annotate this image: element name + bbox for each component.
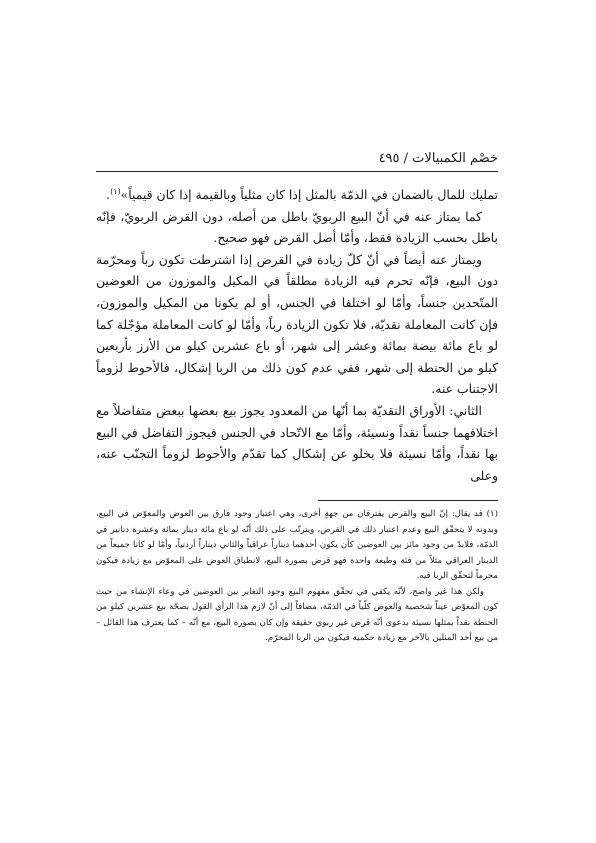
paragraph-1-tail: . bbox=[106, 187, 111, 202]
main-text bbox=[96, 184, 498, 486]
paragraph-3: ويمتاز عنه أيضاً في أنّ كلّ زيادة في القرض إذا اشترطت تكون رباً ومحرّمة دون البيع، فإنّه تحرم فيه الزيادة مطلقاً في المكيل والموزون من العوضين المتّحدين جنساً، وأمّا لو اختلفا في الجنس، أو لم يكونا من المكيل والموزون، فإن كانت المعاملة نقديّة، فلا تكون الزيادة رباً، وأمّا لو كانت المعاملة مؤجّلة كما لو باع مائة بيضة بمائة وعشر إلى شهر، أو باع عشرين كيلو من الأرز بأربعين كيلو من الحنطة إلى شهر، ففي عدم كون ذلك من الربا إشكال، فالأحوط لزوماً الاجتناب عنه. bbox=[96, 251, 498, 397]
paragraph-1 bbox=[96, 184, 498, 206]
footnote-1-continued: ولكن هذا غير واضح، لأنّه يكفي في تحقّق مفهوم البيع وجود التغاير بين العوضين في وعاء الإنشاء من حيث كون المعوّض عيناً شخصية والعوض كلّياً في الذمّة، مضافاً إلى أنّ لازم هذا الرأي القول بصحّة بيع عشرين كيلو من الحنطة نقداً بمثلها نسيئة بدعوى أنّه قرض غير ربوي حقيقة وإن كان بصورة البيع، مع أنّه – كما يعترف هذا القائل – من بيع أحد المثلين بالآخر مع زيادة حكمية فيكون من الربا المحرّم. bbox=[96, 586, 498, 644]
paragraph-1-text: تمليك للمال بالضمان في الذمّة بالمثل إذا كان مثلياً وبالقيمة إذا كان قيمياً» bbox=[120, 187, 498, 202]
footnote-1: (١) قد يقال: إنّ البيع والقرض يفترقان من جهةٍ أخرى، وهي اعتبار وجود فارق بين العوض والمعوّض في البيع، وبدونه لا يتحقّق البيع وعدم اعتبار ذلك في القرض، ويترتّب على ذلك أنّه لو باع مائة دينار بمائة وعشرة دنانير في الذمّة، فلابدّ من وجود مائز بين العوضين كأن يكون أحدهما ديناراً عراقياً والثاني ديناراً أردنياً، وأمّا لو كانا جميعاً من الدينار العراقي مثلاً من فئة وطبعة واحدة فهو قرض بصورة البيع، لانطباق العوض على المعوّض مع زيادة فيكون محرماً لتحقّق الربا فيه. bbox=[96, 509, 498, 582]
header-rule bbox=[96, 171, 498, 172]
paragraph-2: كما يمتاز عنه في أنّ البيع الربويّ باطل من أصله، دون القرض الربويّ، فإنّه باطل بحسب الزيادة فقط، وأمّا أصل القرض فهو صحيح. bbox=[96, 208, 498, 246]
footnotes bbox=[96, 507, 498, 647]
running-header bbox=[96, 150, 498, 168]
running-header-title: خصْم الكمبيالات / ٤٩٥ bbox=[378, 151, 498, 166]
paragraph-4: الثاني: الأوراق النقديّة بما أنّها من المعدود يجوز بيع بعضها ببعض متفاضلاً مع اختلافهما جنساً نقداً ونسيئة، وأمّا مع الاتّحاد في الجنس فيجوز التفاضل في البيع بها نقداً، وأمّا نسيئة فلا يخلو عن إشكال كما تقدّم والأحوط لزوماً التجنّب عنه، وعلى bbox=[96, 402, 498, 483]
footnote-marker: (١) bbox=[110, 186, 121, 196]
footnote-rule bbox=[318, 500, 498, 501]
book-page bbox=[96, 150, 498, 647]
